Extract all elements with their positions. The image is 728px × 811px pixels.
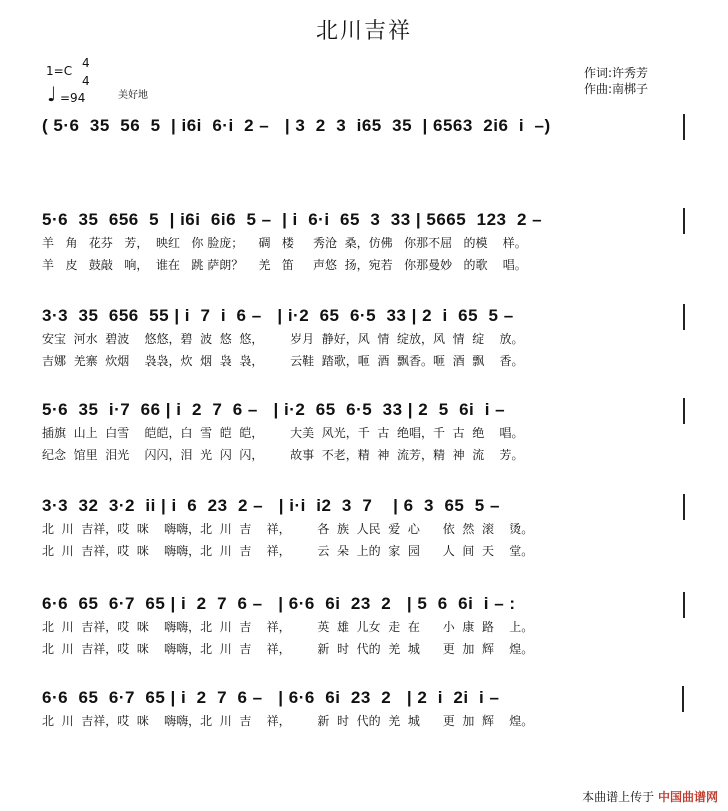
time-signature-bottom: 4	[82, 74, 90, 88]
notation-row: 5·6 35 656 5 | i6i 6i6 5 – | i 6·i 65 3 33 | 5665 123 2 –	[42, 210, 543, 229]
lyric-line: 北 川 吉祥，哎 咪 嗨嗨，北 川 吉 祥， 新 时 代的 羌 城 更 加 辉 煌。	[42, 642, 534, 656]
lyric-line: 纪念 馆里 泪光 闪闪，泪 光 闪 闪， 故事 不老，精 神 流芳，精 神 流 芳。	[42, 448, 524, 462]
notation-row: 6·6 65 6·7 65 | i 2 7 6 – | 6·6 6i 23 2 | 2 i 2i i –	[42, 688, 500, 707]
barline	[683, 208, 685, 234]
footer-text: 本曲谱上传于	[582, 790, 655, 804]
barline	[683, 398, 685, 424]
lyric-line: 羊 皮 鼓敲 响， 谁在 跳 萨朗？ 羌 笛 声悠 扬，宛若 你那曼妙 的歌 唱。	[42, 258, 527, 272]
expression-mark: 美好地	[118, 90, 148, 101]
barline	[683, 592, 685, 618]
barline	[683, 114, 685, 140]
site-logo: 中国曲谱网	[657, 790, 718, 804]
notation-row: ( 5·6 35 56 5 | i6i 6·i 2 – | 3 2 3 i65 35 | 6563 2i6 i –)	[42, 116, 551, 135]
lyric-line: 羊 角 花芬 芳， 映红 你 脸庞； 碉 楼 秀沧 桑，仿佛 你那不屈 的模 样。	[42, 236, 527, 250]
lyric-line: 吉娜 羌寨 炊烟 袅袅，炊 烟 袅 袅， 云鞋 踏歌，咂 酒 飘香。咂 酒 飘 香。	[42, 354, 524, 368]
barline	[682, 686, 684, 712]
barline	[683, 304, 685, 330]
lyric-line: 北 川 吉祥，哎 咪 嗨嗨，北 川 吉 祥， 新 时 代的 羌 城 更 加 辉 煌。	[42, 714, 534, 728]
quarter-note-icon: ♩	[47, 82, 57, 106]
key-signature: 1=C	[46, 64, 73, 78]
notation-row: 6·6 65 6·7 65 | i 2 7 6 – | 6·6 6i 23 2 | 5 6 6i i – :	[42, 594, 516, 613]
page-title: 北川吉祥	[315, 19, 412, 44]
lyric-line: 插旗 山上 白雪 皑皑，白 雪 皑 皑， 大美 风光，千 古 绝唱，千 古 绝 唱。	[42, 426, 524, 440]
notation-row: 5·6 35 i·7 66 | i 2 7 6 – | i·2 65 6·5 33 | 2 5 6i i –	[42, 400, 506, 419]
lyric-line: 安宝 河水 碧波 悠悠，碧 波 悠 悠， 岁月 静好，风 情 绽放，风 情 绽 放。	[42, 332, 524, 346]
notation-row: 3·3 32 3·2 ii | i 6 23 2 – | i·i i2 3 7 | 6 3 65 5 –	[42, 496, 500, 515]
lyric-line: 北 川 吉祥，哎 咪 嗨嗨，北 川 吉 祥， 英 雄 儿女 走 在 小 康 路 上。	[42, 620, 534, 634]
barline	[683, 494, 685, 520]
tempo: =94	[60, 91, 86, 105]
time-signature-top: 4	[82, 56, 90, 70]
composer: 作曲:南梆子	[584, 82, 649, 96]
lyricist: 作词:许秀芳	[584, 66, 649, 80]
lyric-line: 北 川 吉祥，哎 咪 嗨嗨，北 川 吉 祥， 云 朵 上的 家 园 人 间 天 堂。	[42, 544, 534, 558]
notation-row: 3·3 35 656 55 | i 7 i 6 – | i·2 65 6·5 33 | 2 i 65 5 –	[42, 306, 514, 325]
footer	[582, 788, 718, 805]
lyric-line: 北 川 吉祥，哎 咪 嗨嗨，北 川 吉 祥， 各 族 人民 爱 心 依 然 滚 烫。	[42, 522, 534, 536]
